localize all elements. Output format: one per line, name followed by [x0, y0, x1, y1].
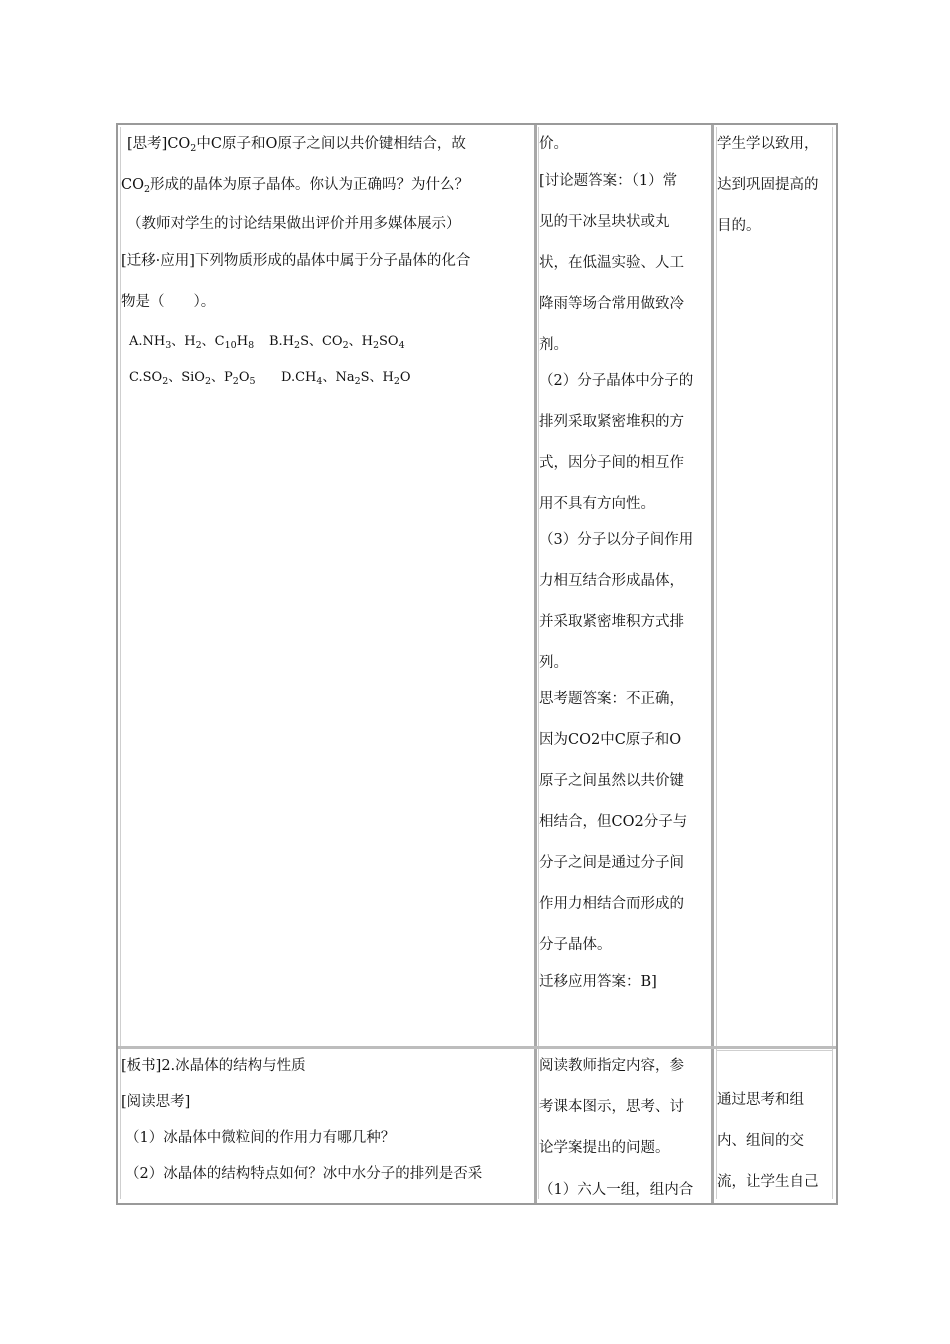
answer-line: 分子之间是通过分子间 [539, 855, 684, 871]
row2-student-activity [539, 1050, 711, 1200]
answer-line: [讨论题答案：（1）常 [539, 173, 678, 189]
row1-design-intent [717, 128, 832, 328]
activity-line: （1）六人一组，组内合 [539, 1182, 694, 1198]
intent-line: 学生学以致用， [717, 136, 819, 152]
question-1: （1）冰晶体中微粒间的作用力有哪几种？ [125, 1130, 396, 1146]
board-heading: [板书]2.冰晶体的结构与性质 [121, 1058, 306, 1074]
answer-line: 见的干冰呈块状或丸 [539, 214, 670, 230]
answer-line: 相结合，但CO2分子与 [539, 814, 688, 830]
row-divider [118, 1046, 836, 1049]
answer-line: 迁移应用答案：B] [539, 974, 657, 990]
think-question-line1: [思考]$CO_2$中C原子和O原子之间以共价键相结合，故 [127, 136, 466, 154]
answer-line: 价。 [539, 136, 568, 152]
option-c: $C.SO_2$、SiO$_2$、$P_2O_5$ [129, 370, 256, 387]
answer-line: 力相互结合形成晶体， [539, 573, 684, 589]
intent-line: 达到巩固提高的 [717, 177, 819, 193]
teacher-note: （教师对学生的讨论结果做出评价并用多媒体展示） [127, 216, 461, 232]
row2-teacher-activity [121, 1050, 533, 1200]
answer-line: 排列采取紧密堆积的方 [539, 414, 684, 430]
row2-design-intent [717, 1052, 832, 1200]
answer-line: 并采取紧密堆积方式排 [539, 614, 684, 630]
intent-line: 流，让学生自己 [717, 1174, 819, 1190]
transfer-application-line1: [迁移·应用]下列物质形成的晶体中属于分子晶体的化合 [121, 253, 471, 269]
answer-line: 因为CO2中C原子和O [539, 732, 682, 748]
answer-line: 状，在低温实验、人工 [539, 255, 684, 271]
answer-line: 用不具有方向性。 [539, 496, 655, 512]
column-divider-2 [711, 125, 714, 1203]
reading-prompt: [阅读思考] [121, 1094, 191, 1110]
answer-line: （3）分子以分子间作用 [539, 532, 694, 548]
row-divider-inner [716, 1050, 832, 1051]
activity-line: 考课本图示，思考、讨 [539, 1099, 684, 1115]
question-2: （2）冰晶体的结构特点如何？冰中水分子的排列是否采 [125, 1166, 483, 1182]
activity-line: 阅读教师指定内容，参 [539, 1058, 684, 1074]
answer-line: 列。 [539, 655, 568, 671]
option-b: $B.H_2S$、$CO_2$、$H_2SO_4$ [269, 334, 405, 351]
option-a: $A.NH_3$、$H_2$、$C_{10}H_8$ [129, 334, 255, 351]
transfer-application-line2: 物是（ ）。 [121, 294, 216, 310]
activity-line: 论学案提出的问题。 [539, 1140, 670, 1156]
answer-line: 思考题答案：不正确， [539, 691, 684, 707]
intent-line: 内、组间的交 [717, 1133, 804, 1149]
column-divider-1 [534, 125, 537, 1203]
think-question-line2: $CO_2$形成的晶体为原子晶体。你认为正确吗？为什么？ [121, 177, 470, 195]
option-d: $D.CH_4$、$Na_2S$、$H_2O$ [281, 370, 411, 387]
answer-line: （2）分子晶体中分子的 [539, 373, 694, 389]
answer-line: 作用力相结合而形成的 [539, 896, 684, 912]
answer-line: 剂。 [539, 337, 568, 353]
answer-line: 式，因分子间的相互作 [539, 455, 684, 471]
intent-line: 通过思考和组 [717, 1092, 804, 1108]
answer-line: 原子之间虽然以共价键 [539, 773, 684, 789]
intent-line: 目的。 [717, 218, 761, 234]
answer-line: 分子晶体。 [539, 937, 612, 953]
answer-line: 降雨等场合常用做致冷 [539, 296, 684, 312]
row1-teacher-activity [121, 128, 533, 428]
inner-border [832, 127, 833, 1199]
row1-student-activity [539, 128, 711, 1043]
